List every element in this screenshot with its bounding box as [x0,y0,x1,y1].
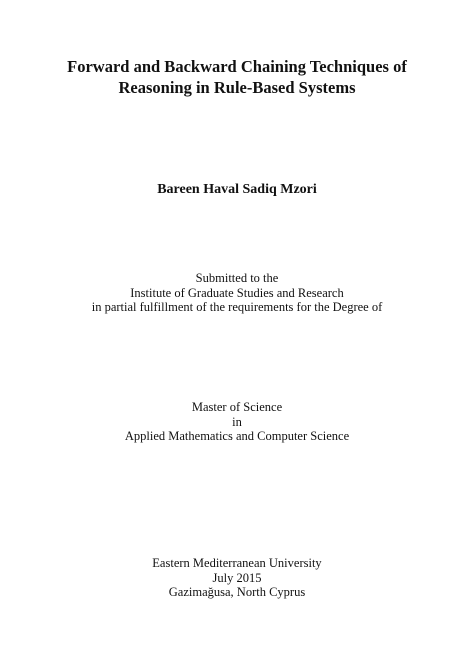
submission-line-2: Institute of Graduate Studies and Research [130,285,344,300]
degree-line-2: in [232,414,242,429]
submission-date: July 2015 [212,570,262,585]
university-name: Eastern Mediterranean University [152,556,322,570]
thesis-title [0,56,474,98]
degree-line-1: Master of Science [191,400,283,414]
institution-footer [0,556,474,600]
submission-line-3: in partial fulfillment of the requirements for the Degree of [91,300,383,314]
author-name: Bareen Haval Sadiq Mzori [157,182,317,197]
submission-line-1: Submitted to the [195,271,279,285]
thesis-title-line-2: Reasoning in Rule-Based Systems [118,78,356,97]
degree-line-3: Applied Mathematics and Computer Science [124,429,350,443]
degree-statement [0,400,474,444]
location: Gazimağusa, North Cyprus [168,585,306,599]
thesis-title-line-1: Forward and Backward Chaining Techniques of [67,57,407,76]
submission-statement [0,271,474,315]
